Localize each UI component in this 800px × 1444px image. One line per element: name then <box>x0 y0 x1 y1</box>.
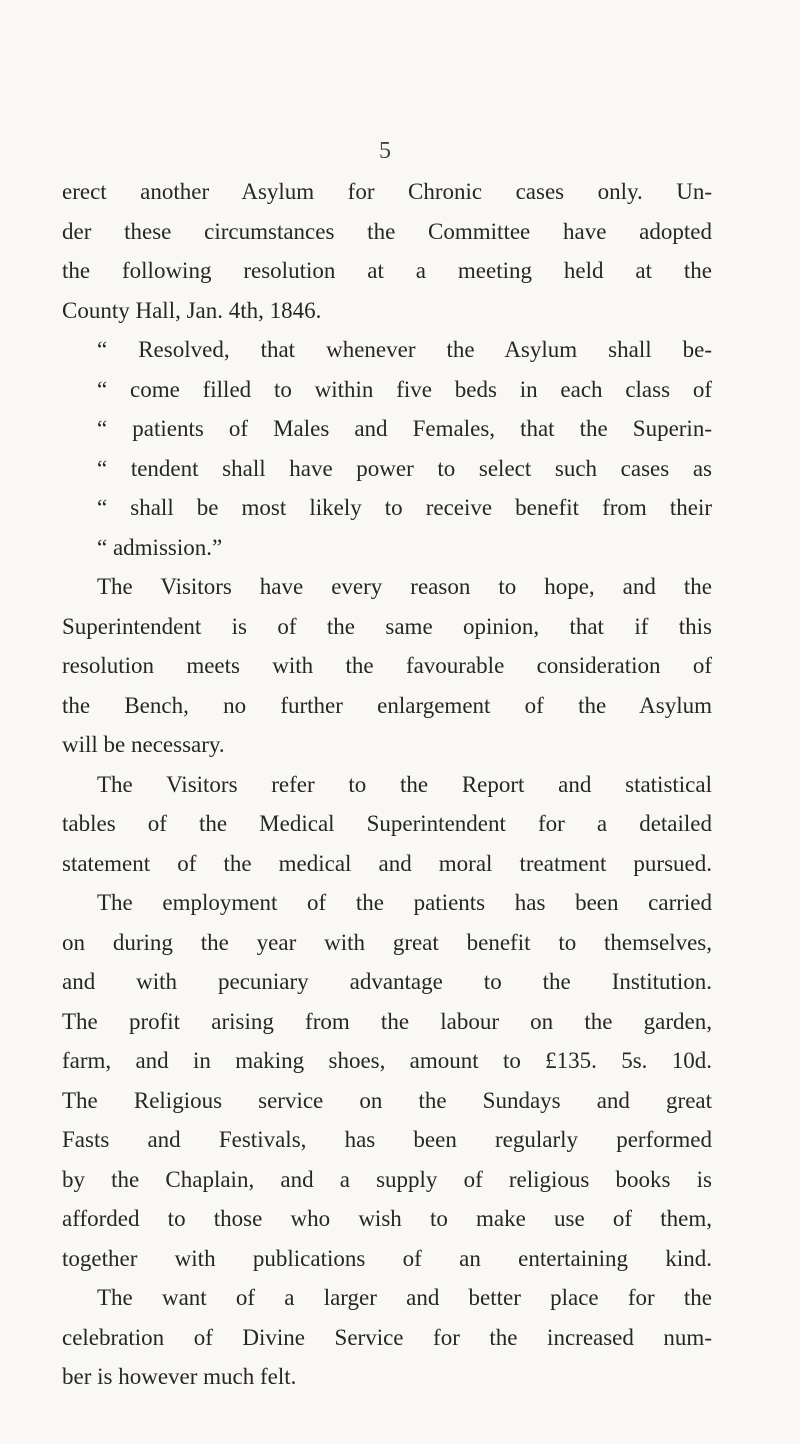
text-line: the following resolution at a meeting held at the <box>62 258 712 283</box>
text-line: together with publications of an entertaining kind. <box>62 1245 712 1271</box>
text-line: ber is however much felt. <box>62 1364 297 1389</box>
text-line: The want of a larger and better place for the <box>97 1285 712 1310</box>
body-text <box>62 172 712 1397</box>
text-line: afforded to those who wish to make use of them, <box>62 1206 712 1231</box>
resolution-quote-line: “ Resolved, that whenever the Asylum shall be- <box>97 337 712 362</box>
text-line: celebration of Divine Service for the increased num- <box>62 1324 712 1350</box>
text-line: The Religious service on the Sundays and great <box>62 1087 712 1113</box>
text-line: The employment of the patients has been carried <box>97 890 712 915</box>
text-line: statement of the medical and moral treatment pursued. <box>62 850 712 876</box>
text-line: Fasts and Festivals, has been regularly performed <box>62 1127 712 1152</box>
text-line: will be necessary. <box>62 732 225 757</box>
resolution-quote-line: “ shall be most likely to receive benefit from their <box>97 495 712 520</box>
text-line: erect another Asylum for Chronic cases only. Un- <box>62 179 712 204</box>
text-line: The profit arising from the labour on the garden, <box>62 1008 712 1034</box>
text-line: der these circumstances the Committee have adopted <box>62 218 712 244</box>
text-line: The Visitors refer to the Report and statistical <box>97 771 712 797</box>
text-line: the Bench, no further enlargement of the Asylum <box>62 692 712 718</box>
text-line: County Hall, Jan. 4th, 1846. <box>62 297 322 323</box>
text-line: resolution meets with the favourable consideration of <box>62 653 712 678</box>
resolution-quote-line: “ patients of Males and Females, that the Superin- <box>97 416 712 441</box>
text-line: on during the year with great benefit to themselves, <box>62 929 712 955</box>
text-line: by the Chaplain, and a supply of religious books is <box>62 1166 712 1192</box>
text-line: and with pecuniary advantage to the Institution. <box>62 969 712 994</box>
text-line: farm, and in making shoes, amount to £135. 5s. 10d. <box>62 1048 712 1073</box>
page-number: 5 <box>379 138 391 164</box>
resolution-quote-line: “ come filled to within five beds in each class of <box>97 376 712 402</box>
text-line: The Visitors have every reason to hope, and the <box>97 574 712 599</box>
resolution-quote-line: “ tendent shall have power to select such cases as <box>97 455 712 481</box>
text-line: tables of the Medical Superintendent for a detailed <box>62 811 712 836</box>
text-line: Superintendent is of the same opinion, that if this <box>62 613 712 639</box>
resolution-quote-line: “ admission.” <box>97 534 223 560</box>
